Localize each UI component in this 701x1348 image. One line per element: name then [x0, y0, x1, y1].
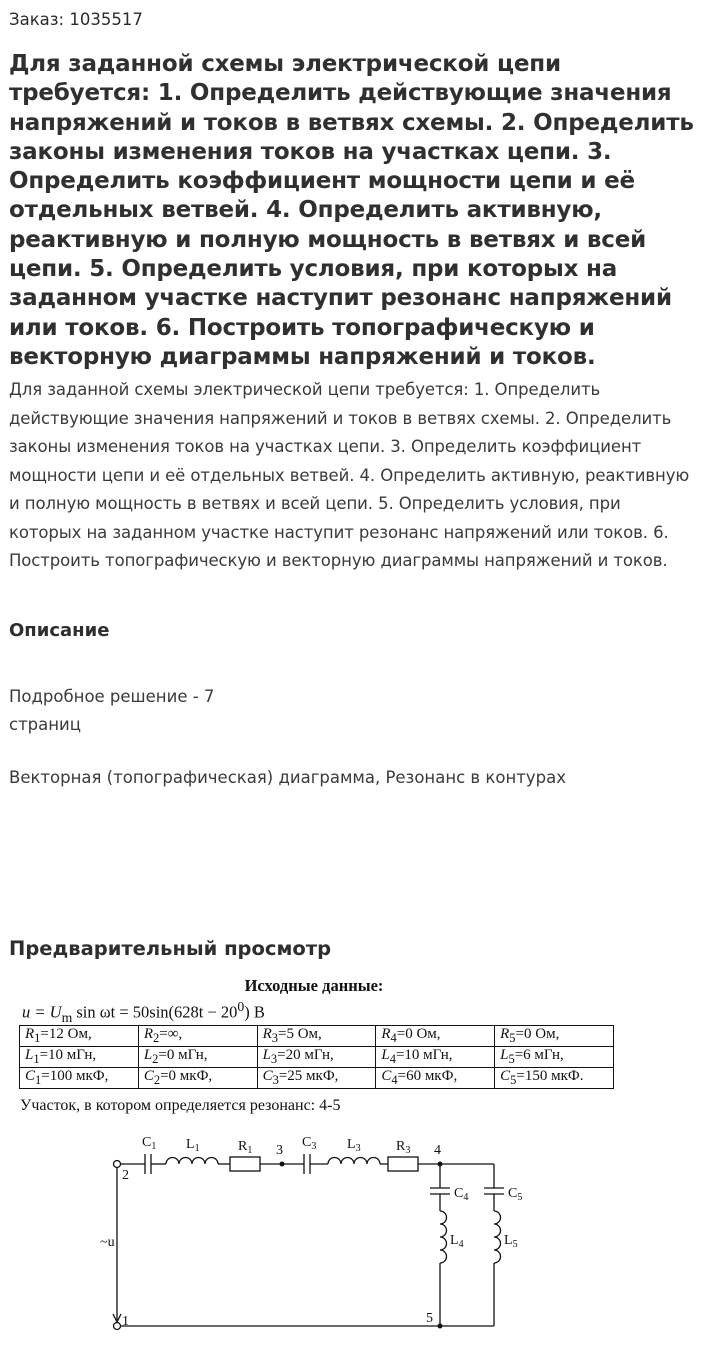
solution-pages: Подробное решение - 7 страниц [9, 687, 215, 734]
table-row [20, 1026, 614, 1047]
label-l1: $L_1$ [186, 1137, 200, 1154]
label-c3: $C_3$ [302, 1135, 317, 1152]
node-4: 4 [434, 1143, 441, 1158]
table-row [20, 1068, 614, 1089]
description-heading: Описание [9, 620, 110, 641]
table-cell: $R_4=0$ Ом, [376, 1026, 495, 1047]
table-cell: $L_5=6$ мГн, [495, 1047, 614, 1068]
table-cell: $L_4=10$ мГн, [376, 1047, 495, 1068]
order-number: Заказ: 1035517 [9, 10, 143, 29]
preview-heading: Предварительный просмотр [9, 937, 332, 960]
table-cell: $C_1=100$ мкФ, [20, 1068, 139, 1089]
table-cell: $R_3=5$ Ом, [257, 1026, 376, 1047]
node-3: 3 [276, 1143, 283, 1158]
table-cell: $C_3=25$ мкФ, [257, 1068, 376, 1089]
voltage-formula: $u = U_m$ $\sin \omega t = 50\sin(628t - 20^0)$ В [22, 999, 265, 1025]
node-2: 2 [122, 1168, 129, 1183]
circuit-diagram [14, 1122, 614, 1337]
table-cell: $C_4=60$ мкФ, [376, 1068, 495, 1089]
label-l4: $L_4$ [450, 1233, 464, 1250]
label-r3: $R_3$ [396, 1139, 411, 1156]
table-cell: $R_5=0$ Ом, [495, 1026, 614, 1047]
task-text: Для заданной схемы электрической цепи требуется: 1. Определить действующие значения напряжений и токов в ветвях схемы. 2. Определить законы изменения токов на участках цепи. 3. Определить коэффициент мощности цепи и её отдельных ветвей. 4. Определить активную, реактивную и полную мощность в ветвях и всей цепи. 5. Определить условия, при которых на заданном участке наступит резонанс напряжений или токов. 6. Построить топографическую и векторную диаграммы напряжений и токов. [9, 380, 690, 570]
table-cell: $C_2=0$ мкФ, [138, 1068, 257, 1089]
label-source: ~u [100, 1235, 115, 1250]
table-cell: $L_3=20$ мГн, [257, 1047, 376, 1068]
label-c5: $C_5$ [508, 1186, 523, 1203]
task-title: Для заданной схемы электрической цепи требуется: 1. Определить действующие значения напряжений и токов в ветвях схемы. 2. Определить законы изменения токов на участках цепи. 3. Определить коэффициент мощности цепи и её отдельных ветвей. 4. Определить активную, реактивную и полную мощность в ветвях и всей цепи. 5. Определить условия, при которых на заданном участке наступит резонанс напряжений или токов. 6. Построить топографическую и векторную диаграммы напряжений и токов. [9, 51, 694, 370]
table-cell: $C_5=150$ мкФ. [495, 1068, 614, 1089]
node-5: 5 [426, 1311, 433, 1326]
table-cell: $R_1=12$ Ом, [20, 1026, 139, 1047]
scan-title: Исходные данные: [244, 976, 384, 995]
label-l3: $L_3$ [347, 1137, 361, 1154]
label-c1: $C_1$ [142, 1135, 157, 1152]
resonance-section: Участок, в котором определяется резонанс: 4-5 [20, 1097, 341, 1114]
parameters-table [19, 1025, 614, 1089]
node-1: 1 [122, 1314, 129, 1329]
topics-list: Векторная (топографическая) диаграмма, Резонанс в контурах [9, 768, 566, 787]
label-l5: $L_5$ [504, 1233, 518, 1250]
table-cell: $R_2=\infty$, [138, 1026, 257, 1047]
label-c4: $C_4$ [454, 1186, 469, 1203]
preview-image [14, 972, 614, 1342]
label-r1: $R_1$ [238, 1139, 253, 1156]
table-row [20, 1047, 614, 1068]
table-cell: $L_1=10$ мГн, [20, 1047, 139, 1068]
table-cell: $L_2=0$ мГн, [138, 1047, 257, 1068]
